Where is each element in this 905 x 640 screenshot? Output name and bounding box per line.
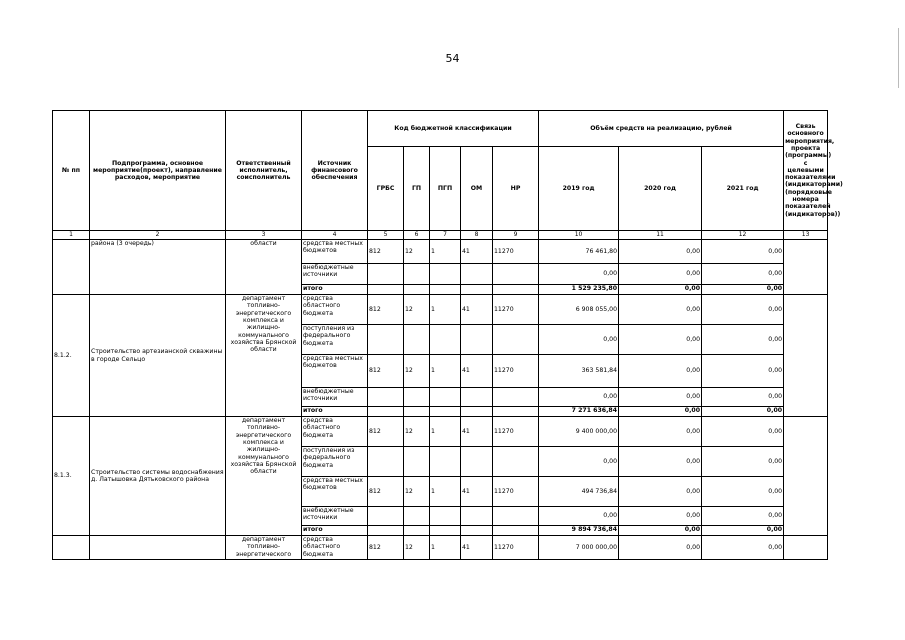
- funding-source: средства местных бюджетов: [302, 240, 368, 264]
- value-2019: 0,00: [539, 447, 619, 477]
- budget-table: [52, 110, 843, 560]
- value-2019: 7 271 636,84: [539, 407, 619, 417]
- table-row: [53, 536, 828, 560]
- value-2020: 0,00: [619, 477, 702, 507]
- activity-name: Строительство системы водоснабжения д. Латышовка Дятьковского района: [90, 417, 226, 536]
- gp-code: 12: [404, 417, 430, 447]
- funding-source: поступления из федерального бюджета: [302, 325, 368, 355]
- funding-source: средства местных бюджетов: [302, 477, 368, 507]
- nr-code: 11270: [493, 295, 539, 325]
- om-code: 41: [461, 477, 493, 507]
- funding-source: поступления из федерального бюджета: [302, 447, 368, 477]
- gp-code: 12: [404, 355, 430, 388]
- om-code: 41: [461, 417, 493, 447]
- scan-edge-mark: [898, 28, 899, 88]
- value-2021: 0,00: [702, 447, 784, 477]
- header-2020: 2020 год: [619, 147, 702, 231]
- responsible: области: [226, 240, 302, 295]
- header-link: Связь основного мероприятия, проекта (программы) с целевыми показателями (индикаторами) (порядковые номера показателей (индикаторов)): [784, 111, 828, 231]
- value-2021: 0,00: [702, 536, 784, 560]
- om-code: 41: [461, 295, 493, 325]
- pgp-code: 1: [430, 477, 461, 507]
- table-row: [53, 417, 828, 447]
- header-2021: 2021 год: [702, 147, 784, 231]
- indicator-link: [784, 536, 828, 560]
- value-2020: 0,00: [619, 355, 702, 388]
- value-2021: 0,00: [702, 285, 784, 295]
- value-2021: 0,00: [702, 240, 784, 264]
- value-2020: 0,00: [619, 240, 702, 264]
- col-number: 5: [368, 231, 404, 240]
- indicator-link: [784, 240, 828, 295]
- value-2019: 494 736,84: [539, 477, 619, 507]
- nr-code: 11270: [493, 417, 539, 447]
- row-num: 8.1.3.: [53, 417, 90, 536]
- gp-code: 12: [404, 477, 430, 507]
- value-2019: 9 400 000,00: [539, 417, 619, 447]
- om-code: 41: [461, 355, 493, 388]
- col-number: 2: [90, 231, 226, 240]
- funding-source: внебюджетные источники: [302, 507, 368, 526]
- col-number: 12: [702, 231, 784, 240]
- value-2020: 0,00: [619, 388, 702, 407]
- nr-code: 11270: [493, 477, 539, 507]
- value-2020: 0,00: [619, 325, 702, 355]
- header-om: ОМ: [461, 147, 493, 231]
- pgp-code: 1: [430, 355, 461, 388]
- col-number: 10: [539, 231, 619, 240]
- responsible: департамент топливно-энергетического комплекса и жилищно-коммунального хозяйства Брянской области: [226, 295, 302, 417]
- header-num: № пп: [53, 111, 90, 231]
- value-2019: 9 894 736,84: [539, 526, 619, 536]
- header-grbs: ГРБС: [368, 147, 404, 231]
- value-2019: 76 461,80: [539, 240, 619, 264]
- header-volume: Объём средств на реализацию, рублей: [539, 111, 784, 147]
- column-number-row: [53, 231, 828, 240]
- grbs-code: 812: [368, 536, 404, 560]
- value-2021: 0,00: [702, 355, 784, 388]
- row-num: [53, 240, 90, 295]
- value-2020: 0,00: [619, 507, 702, 526]
- funding-source: итого: [302, 285, 368, 295]
- row-num: 8.1.2.: [53, 295, 90, 417]
- grbs-code: 812: [368, 417, 404, 447]
- grbs-code: 812: [368, 240, 404, 264]
- funding-source: внебюджетные источники: [302, 388, 368, 407]
- funding-source: средства областного бюджета: [302, 536, 368, 560]
- nr-code: 11270: [493, 536, 539, 560]
- value-2021: 0,00: [702, 407, 784, 417]
- pgp-code: 1: [430, 295, 461, 325]
- value-2019: 0,00: [539, 325, 619, 355]
- col-number: 13: [784, 231, 828, 240]
- pgp-code: 1: [430, 417, 461, 447]
- value-2020: 0,00: [619, 295, 702, 325]
- value-2020: 0,00: [619, 526, 702, 536]
- header-gp: ГП: [404, 147, 430, 231]
- col-number: 3: [226, 231, 302, 240]
- om-code: 41: [461, 536, 493, 560]
- funding-source: средства местных бюджетов: [302, 355, 368, 388]
- col-number: 9: [493, 231, 539, 240]
- grbs-code: 812: [368, 355, 404, 388]
- header-source: Источник финансового обеспечения: [302, 111, 368, 231]
- responsible: департамент топливно-энергетического комплекса и жилищно-коммунального хозяйства Брянской области: [226, 417, 302, 536]
- page-number: 54: [445, 52, 460, 65]
- table-row: [53, 240, 828, 264]
- col-number: 7: [430, 231, 461, 240]
- header-responsible: Ответственный исполнитель, соисполнитель: [226, 111, 302, 231]
- gp-code: 12: [404, 240, 430, 264]
- header-name: Подпрограмма, основное мероприятие(проект), направление расходов, мероприятие: [90, 111, 226, 231]
- funding-source: итого: [302, 526, 368, 536]
- funding-source: средства областного бюджета: [302, 417, 368, 447]
- col-number: 11: [619, 231, 702, 240]
- value-2021: 0,00: [702, 477, 784, 507]
- value-2020: 0,00: [619, 285, 702, 295]
- value-2019: 0,00: [539, 264, 619, 285]
- value-2020: 0,00: [619, 536, 702, 560]
- funding-source: внебюджетные источники: [302, 264, 368, 285]
- col-number: 1: [53, 231, 90, 240]
- responsible: департамент топливно-энергетического: [226, 536, 302, 560]
- indicator-link: [784, 417, 828, 536]
- value-2020: 0,00: [619, 417, 702, 447]
- value-2021: 0,00: [702, 325, 784, 355]
- funding-source: итого: [302, 407, 368, 417]
- value-2020: 0,00: [619, 407, 702, 417]
- value-2019: 363 581,84: [539, 355, 619, 388]
- value-2019: 7 000 000,00: [539, 536, 619, 560]
- activity-name: Строительство артезианской скважины в городе Сельцо: [90, 295, 226, 417]
- value-2019: 0,00: [539, 388, 619, 407]
- nr-code: 11270: [493, 355, 539, 388]
- pgp-code: 1: [430, 536, 461, 560]
- grbs-code: 812: [368, 477, 404, 507]
- header-nr: НР: [493, 147, 539, 231]
- col-number: 8: [461, 231, 493, 240]
- funding-source: средства областного бюджета: [302, 295, 368, 325]
- activity-name: [90, 536, 226, 560]
- value-2019: 6 908 055,00: [539, 295, 619, 325]
- value-2021: 0,00: [702, 507, 784, 526]
- gp-code: 12: [404, 536, 430, 560]
- col-number: 6: [404, 231, 430, 240]
- nr-code: 11270: [493, 240, 539, 264]
- value-2021: 0,00: [702, 295, 784, 325]
- value-2021: 0,00: [702, 388, 784, 407]
- activity-name: района (3 очередь): [90, 240, 226, 295]
- grbs-code: 812: [368, 295, 404, 325]
- value-2020: 0,00: [619, 447, 702, 477]
- pgp-code: 1: [430, 240, 461, 264]
- value-2021: 0,00: [702, 264, 784, 285]
- value-2021: 0,00: [702, 417, 784, 447]
- header-2019: 2019 год: [539, 147, 619, 231]
- om-code: 41: [461, 240, 493, 264]
- header-pgp: ПГП: [430, 147, 461, 231]
- row-num: [53, 536, 90, 560]
- header-kbk: Код бюджетной классификации: [368, 111, 539, 147]
- indicator-link: [784, 295, 828, 417]
- value-2019: 1 529 235,80: [539, 285, 619, 295]
- col-number: 4: [302, 231, 368, 240]
- table-row: [53, 295, 828, 325]
- value-2020: 0,00: [619, 264, 702, 285]
- gp-code: 12: [404, 295, 430, 325]
- value-2019: 0,00: [539, 507, 619, 526]
- value-2021: 0,00: [702, 526, 784, 536]
